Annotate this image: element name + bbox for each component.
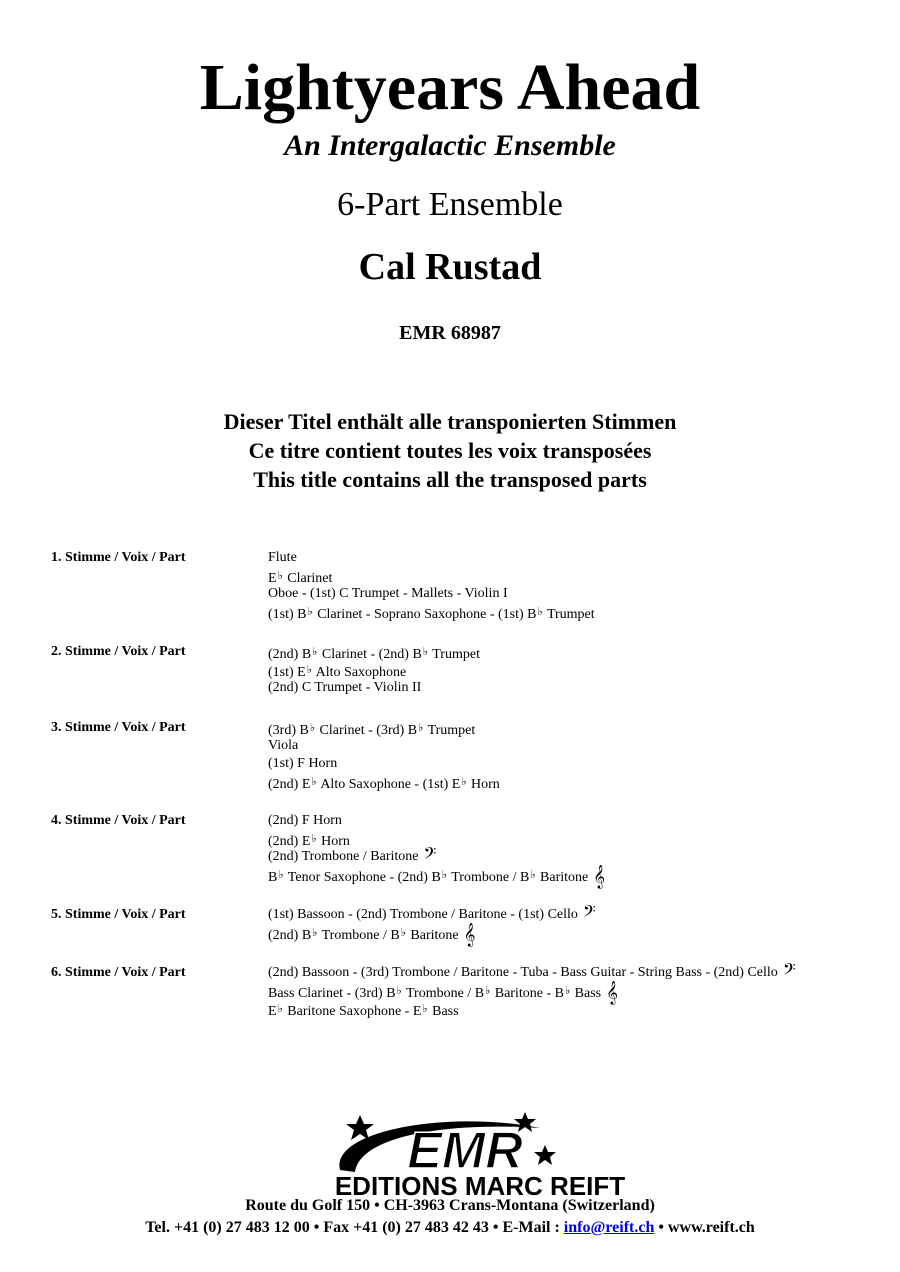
instrument-text: Alto Saxophone - (1st) E	[317, 777, 461, 792]
instrument-text: Clarinet - (2nd) B	[318, 647, 422, 662]
part-instrument-line	[268, 719, 475, 740]
ensemble-type: 6-Part Ensemble	[337, 186, 563, 223]
instrument-text: (1st) Bassoon - (2nd) Trombone / Baritone - (1st) Cello	[268, 907, 578, 922]
part-label: 2. Stimme / Voix / Part	[51, 644, 186, 659]
part-instrument-line	[268, 961, 796, 983]
logo-text: EMR	[407, 1122, 523, 1180]
flat-sign: ♭	[537, 606, 543, 618]
note-german: Dieser Titel enthält alle transponierten Stimmen	[223, 409, 677, 434]
instrument-text: Bass Clarinet - (3rd) B	[268, 986, 396, 1001]
bass-clef-icon: 𝄢	[423, 845, 437, 867]
instrument-text: Trombone / B	[318, 928, 400, 943]
instrument-text: (2nd) E	[268, 834, 311, 849]
part-instrument-line	[268, 924, 475, 945]
catalog-number: EMR 68987	[399, 322, 501, 344]
instrument-text: B	[268, 870, 278, 885]
flat-sign: ♭	[530, 869, 536, 881]
instrument-text: (3rd) B	[268, 723, 309, 738]
flat-sign: ♭	[309, 722, 316, 734]
part-label: 4. Stimme / Voix / Part	[51, 813, 186, 828]
flat-sign: ♭	[311, 833, 317, 845]
part-instrument-line	[268, 549, 297, 567]
part-instrument-line	[268, 903, 596, 925]
emr-logo	[300, 1100, 660, 1200]
part-instrument-line	[268, 812, 342, 830]
flat-sign: ♭	[306, 664, 312, 676]
part-label: 5. Stimme / Voix / Part	[51, 907, 186, 922]
flat-sign: ♭	[400, 927, 406, 939]
instrument-text: Tenor Saxophone - (2nd) B	[284, 870, 441, 885]
part-label: 1. Stimme / Voix / Part	[51, 550, 186, 565]
email-link[interactable]: info@reift.ch	[563, 1219, 655, 1236]
subtitle: An Intergalactic Ensemble	[284, 129, 616, 162]
flat-sign: ♭	[312, 646, 318, 658]
instrument-text: E	[268, 1004, 277, 1019]
flat-sign: ♭	[311, 776, 317, 788]
flat-sign: ♭	[422, 646, 428, 658]
instrument-text: Trumpet	[424, 723, 476, 738]
note-english: This title contains all the transposed parts	[253, 467, 647, 492]
instrument-text: Trumpet	[543, 607, 595, 622]
bass-clef-icon: 𝄢	[582, 903, 596, 925]
flat-sign: ♭	[564, 985, 571, 997]
flat-sign: ♭	[485, 985, 491, 997]
flat-sign: ♭	[422, 1003, 428, 1015]
part-instrument-line	[268, 585, 508, 603]
instrument-text: Clarinet - (3rd) B	[316, 723, 418, 738]
instrument-text: Flute	[268, 550, 297, 565]
instrument-text: Oboe - (1st) C Trumpet - Mallets - Violin I	[268, 586, 508, 601]
instrument-text: Baritone	[406, 928, 459, 943]
instrument-text: Trombone / B	[448, 870, 530, 885]
note-french: Ce titre contient toutes les voix transposées	[248, 438, 652, 463]
instrument-text: (2nd) E	[268, 777, 311, 792]
instrument-text: Trombone / B	[402, 986, 485, 1001]
flat-sign: ♭	[312, 927, 318, 939]
page-title: Lightyears Ahead	[199, 51, 701, 124]
instrument-text: Clarinet	[283, 571, 333, 586]
part-instrument-line	[268, 866, 605, 887]
publisher-name: EDITIONS MARC REIFT	[334, 1171, 626, 1200]
part-instrument-line	[268, 773, 500, 794]
publisher-contact	[0, 1218, 900, 1238]
flat-sign: ♭	[278, 869, 284, 881]
instrument-text: Bass	[428, 1004, 459, 1019]
flat-sign: ♭	[396, 985, 402, 997]
flat-sign: ♭	[461, 776, 467, 788]
publisher-address: Route du Golf 150 • CH-3963 Crans-Montana (Switzerland)	[245, 1197, 655, 1214]
instrument-text: Horn	[467, 777, 500, 792]
part-instrument-line	[268, 679, 421, 697]
instrument-text: (2nd) C Trumpet - Violin II	[268, 680, 422, 695]
composer-name: Cal Rustad	[358, 246, 542, 288]
part-label: 6. Stimme / Voix / Part	[51, 965, 186, 980]
flat-sign: ♭	[441, 869, 447, 881]
contact-prefix: Tel. +41 (0) 27 483 12 00 • Fax +41 (0) 27 483 42 43 • E-Mail :	[145, 1219, 564, 1236]
contact-suffix: • www.reift.ch	[654, 1219, 755, 1236]
instrument-text: (2nd) B	[268, 647, 312, 662]
instrument-text: (2nd) B	[268, 928, 312, 943]
part-instrument-line	[268, 1000, 459, 1021]
instrument-text: (1st) E	[268, 665, 306, 680]
instrument-text: Horn	[317, 834, 350, 849]
part-instrument-line	[268, 755, 337, 773]
instrument-text: Baritone	[536, 870, 589, 885]
instrument-text: E	[268, 571, 277, 586]
instrument-text: Clarinet - Soprano Saxophone - (1st) B	[313, 607, 537, 622]
flat-sign: ♭	[277, 1003, 283, 1015]
bass-clef-icon: 𝄢	[782, 961, 796, 983]
part-instrument-line	[268, 603, 595, 624]
treble-clef-icon: 𝄞	[606, 982, 618, 1004]
instrument-text: (1st) F Horn	[268, 756, 338, 771]
instrument-text: Baritone Saxophone - E	[283, 1004, 422, 1019]
instrument-text: Trumpet	[429, 647, 480, 662]
flat-sign: ♭	[307, 606, 313, 618]
part-instrument-line	[268, 737, 298, 755]
treble-clef-icon: 𝄞	[593, 866, 606, 888]
instrument-text: (2nd) Trombone / Baritone	[268, 849, 419, 864]
part-label: 3. Stimme / Voix / Part	[51, 720, 186, 735]
instrument-text: (1st) B	[268, 607, 307, 622]
flat-sign: ♭	[277, 570, 283, 582]
treble-clef-icon: 𝄞	[463, 924, 476, 946]
instrument-text: (2nd) Bassoon - (3rd) Trombone / Baritone - Tuba - Bass Guitar - String Bass - (2nd) Cello	[268, 965, 778, 980]
instrument-text: Baritone - B	[491, 986, 564, 1001]
instrument-text: Viola	[268, 738, 299, 753]
instrument-text: (2nd) F Horn	[268, 813, 342, 828]
flat-sign: ♭	[418, 722, 424, 734]
part-instrument-line	[268, 845, 437, 867]
instrument-text: Alto Saxophone	[312, 665, 407, 680]
instrument-text: Bass	[571, 986, 602, 1001]
